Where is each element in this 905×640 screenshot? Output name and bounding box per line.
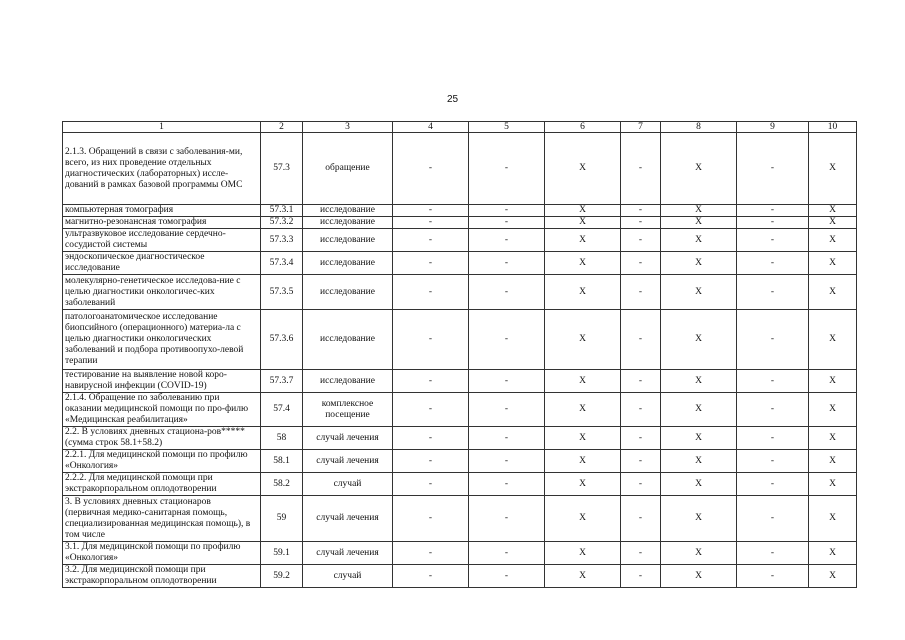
table-row: [63, 217, 857, 229]
table-row: [63, 496, 857, 542]
col6-cell: X: [545, 133, 621, 205]
col8-cell: X: [661, 252, 737, 275]
col6-cell: X: [545, 450, 621, 473]
row-name-cell: 2.1.4. Обращение по заболеванию при оказании медицинской помощи по про-филю «Медицинская реабилитация»: [63, 393, 261, 427]
col9-cell: -: [737, 133, 809, 205]
header-row: [63, 122, 857, 133]
col8-cell: X: [661, 565, 737, 588]
col10-cell: X: [809, 275, 857, 310]
col10-cell: X: [809, 542, 857, 565]
col6-cell: X: [545, 565, 621, 588]
row-name-cell: патологоанатомическое исследование биопсийного (операционного) материа-ла с целью диагностики онкологических заболеваний и подбора противоопухо-левой терапии: [63, 310, 261, 370]
col7-cell: -: [621, 133, 661, 205]
col6-cell: X: [545, 427, 621, 450]
col4-cell: -: [393, 275, 469, 310]
col10-cell: X: [809, 370, 857, 393]
col10-cell: X: [809, 205, 857, 217]
row-unit-cell: исследование: [303, 217, 393, 229]
col9-cell: -: [737, 252, 809, 275]
col10-cell: X: [809, 427, 857, 450]
row-code-cell: 58.2: [261, 473, 303, 496]
row-code-cell: 57.3.1: [261, 205, 303, 217]
row-name-cell: 2.2.1. Для медицинской помощи по профилю «Онкология»: [63, 450, 261, 473]
row-unit-cell: комплексное посещение: [303, 393, 393, 427]
col5-cell: -: [469, 370, 545, 393]
column-header: 10: [809, 122, 857, 133]
row-code-cell: 57.3.5: [261, 275, 303, 310]
col6-cell: X: [545, 310, 621, 370]
col6-cell: X: [545, 393, 621, 427]
col9-cell: -: [737, 542, 809, 565]
col7-cell: -: [621, 542, 661, 565]
row-name-cell: 2.1.3. Обращений в связи с заболевания-ми, всего, из них проведение отдельных диагностических (лабораторных) иссле-дований в рамках базовой программы ОМС: [63, 133, 261, 205]
col10-cell: X: [809, 393, 857, 427]
col9-cell: -: [737, 205, 809, 217]
col7-cell: -: [621, 310, 661, 370]
row-code-cell: 57.3.6: [261, 310, 303, 370]
col7-cell: -: [621, 565, 661, 588]
table-row: [63, 542, 857, 565]
col4-cell: -: [393, 496, 469, 542]
data-table: [62, 121, 857, 588]
page-number: 25: [446, 94, 459, 105]
col6-cell: X: [545, 252, 621, 275]
row-name-cell: 3.1. Для медицинской помощи по профилю «Онкология»: [63, 542, 261, 565]
row-unit-cell: исследование: [303, 275, 393, 310]
table-row: [63, 370, 857, 393]
col10-cell: X: [809, 133, 857, 205]
col8-cell: X: [661, 275, 737, 310]
col7-cell: -: [621, 275, 661, 310]
table-row: [63, 229, 857, 252]
col4-cell: -: [393, 229, 469, 252]
col5-cell: -: [469, 217, 545, 229]
row-code-cell: 57.3.2: [261, 217, 303, 229]
table-row: [63, 473, 857, 496]
column-header: 6: [545, 122, 621, 133]
col4-cell: -: [393, 310, 469, 370]
column-header: 2: [261, 122, 303, 133]
col10-cell: X: [809, 252, 857, 275]
col7-cell: -: [621, 229, 661, 252]
col7-cell: -: [621, 252, 661, 275]
row-code-cell: 59: [261, 496, 303, 542]
table-row: [63, 275, 857, 310]
col4-cell: -: [393, 393, 469, 427]
col9-cell: -: [737, 217, 809, 229]
row-name-cell: 3. В условиях дневных стационаров (первичная медико-санитарная помощь, специализированная медицинская помощь), в том числе: [63, 496, 261, 542]
row-code-cell: 57.4: [261, 393, 303, 427]
table-row: [63, 252, 857, 275]
col8-cell: X: [661, 133, 737, 205]
col8-cell: X: [661, 496, 737, 542]
col7-cell: -: [621, 205, 661, 217]
row-code-cell: 57.3.3: [261, 229, 303, 252]
table-row: [63, 393, 857, 427]
col5-cell: -: [469, 275, 545, 310]
row-code-cell: 57.3.4: [261, 252, 303, 275]
col9-cell: -: [737, 310, 809, 370]
column-header: 4: [393, 122, 469, 133]
table-row: [63, 310, 857, 370]
table-body: [63, 122, 857, 588]
col6-cell: X: [545, 275, 621, 310]
col9-cell: -: [737, 450, 809, 473]
row-unit-cell: исследование: [303, 252, 393, 275]
col7-cell: -: [621, 393, 661, 427]
row-code-cell: 59.1: [261, 542, 303, 565]
col8-cell: X: [661, 473, 737, 496]
table-row: [63, 450, 857, 473]
col5-cell: -: [469, 205, 545, 217]
col5-cell: -: [469, 565, 545, 588]
column-header: 7: [621, 122, 661, 133]
row-name-cell: 2.2. В условиях дневных стациона-ров***** (сумма строк 58.1+58.2): [63, 427, 261, 450]
row-name-cell: компьютерная томография: [63, 205, 261, 217]
col5-cell: -: [469, 393, 545, 427]
row-name-cell: 3.2. Для медицинской помощи при экстракорпоральном оплодотворении: [63, 565, 261, 588]
col7-cell: -: [621, 473, 661, 496]
col7-cell: -: [621, 427, 661, 450]
col6-cell: X: [545, 217, 621, 229]
col5-cell: -: [469, 133, 545, 205]
table-row: [63, 565, 857, 588]
col10-cell: X: [809, 450, 857, 473]
row-unit-cell: исследование: [303, 310, 393, 370]
col9-cell: -: [737, 496, 809, 542]
row-unit-cell: случай лечения: [303, 496, 393, 542]
row-name-cell: тестирование на выявление новой коро-навирусной инфекции (COVID-19): [63, 370, 261, 393]
row-unit-cell: случай: [303, 565, 393, 588]
col5-cell: -: [469, 310, 545, 370]
col9-cell: -: [737, 473, 809, 496]
col4-cell: -: [393, 565, 469, 588]
col4-cell: -: [393, 205, 469, 217]
col10-cell: X: [809, 229, 857, 252]
col9-cell: -: [737, 370, 809, 393]
col4-cell: -: [393, 542, 469, 565]
row-unit-cell: случай лечения: [303, 542, 393, 565]
col6-cell: X: [545, 473, 621, 496]
col8-cell: X: [661, 542, 737, 565]
column-header: 8: [661, 122, 737, 133]
table-row: [63, 205, 857, 217]
table-row: [63, 133, 857, 205]
col5-cell: -: [469, 427, 545, 450]
col10-cell: X: [809, 310, 857, 370]
row-unit-cell: случай лечения: [303, 450, 393, 473]
col8-cell: X: [661, 310, 737, 370]
col6-cell: X: [545, 542, 621, 565]
row-code-cell: 59.2: [261, 565, 303, 588]
col9-cell: -: [737, 229, 809, 252]
col9-cell: -: [737, 565, 809, 588]
col8-cell: X: [661, 229, 737, 252]
col8-cell: X: [661, 370, 737, 393]
col5-cell: -: [469, 252, 545, 275]
col8-cell: X: [661, 450, 737, 473]
row-name-cell: 2.2.2. Для медицинской помощи при экстракорпоральном оплодотворении: [63, 473, 261, 496]
col7-cell: -: [621, 496, 661, 542]
col6-cell: X: [545, 496, 621, 542]
row-name-cell: магнитно-резонансная томография: [63, 217, 261, 229]
column-header: 3: [303, 122, 393, 133]
col4-cell: -: [393, 217, 469, 229]
col8-cell: X: [661, 393, 737, 427]
row-unit-cell: случай лечения: [303, 427, 393, 450]
col6-cell: X: [545, 205, 621, 217]
row-name-cell: молекулярно-генетическое исследова-ние с целью диагностики онкологичес-ких заболеваний: [63, 275, 261, 310]
col8-cell: X: [661, 427, 737, 450]
col5-cell: -: [469, 542, 545, 565]
row-unit-cell: исследование: [303, 370, 393, 393]
row-code-cell: 58.1: [261, 450, 303, 473]
col8-cell: X: [661, 217, 737, 229]
col4-cell: -: [393, 133, 469, 205]
col10-cell: X: [809, 565, 857, 588]
col10-cell: X: [809, 217, 857, 229]
row-unit-cell: обращение: [303, 133, 393, 205]
row-code-cell: 58: [261, 427, 303, 450]
col4-cell: -: [393, 427, 469, 450]
col4-cell: -: [393, 370, 469, 393]
row-name-cell: ультразвуковое исследование сердечно-сосудистой системы: [63, 229, 261, 252]
column-header: 9: [737, 122, 809, 133]
col7-cell: -: [621, 370, 661, 393]
col5-cell: -: [469, 496, 545, 542]
col10-cell: X: [809, 496, 857, 542]
row-name-cell: эндоскопическое диагностическое исследование: [63, 252, 261, 275]
col9-cell: -: [737, 393, 809, 427]
col6-cell: X: [545, 370, 621, 393]
row-code-cell: 57.3: [261, 133, 303, 205]
col8-cell: X: [661, 205, 737, 217]
row-unit-cell: исследование: [303, 205, 393, 217]
col4-cell: -: [393, 450, 469, 473]
col9-cell: -: [737, 427, 809, 450]
row-unit-cell: исследование: [303, 229, 393, 252]
column-header: 5: [469, 122, 545, 133]
table-row: [63, 427, 857, 450]
col4-cell: -: [393, 252, 469, 275]
col9-cell: -: [737, 275, 809, 310]
col5-cell: -: [469, 229, 545, 252]
row-unit-cell: случай: [303, 473, 393, 496]
col7-cell: -: [621, 217, 661, 229]
col5-cell: -: [469, 473, 545, 496]
row-code-cell: 57.3.7: [261, 370, 303, 393]
column-header: 1: [63, 122, 261, 133]
col5-cell: -: [469, 450, 545, 473]
col6-cell: X: [545, 229, 621, 252]
col7-cell: -: [621, 450, 661, 473]
col4-cell: -: [393, 473, 469, 496]
col10-cell: X: [809, 473, 857, 496]
